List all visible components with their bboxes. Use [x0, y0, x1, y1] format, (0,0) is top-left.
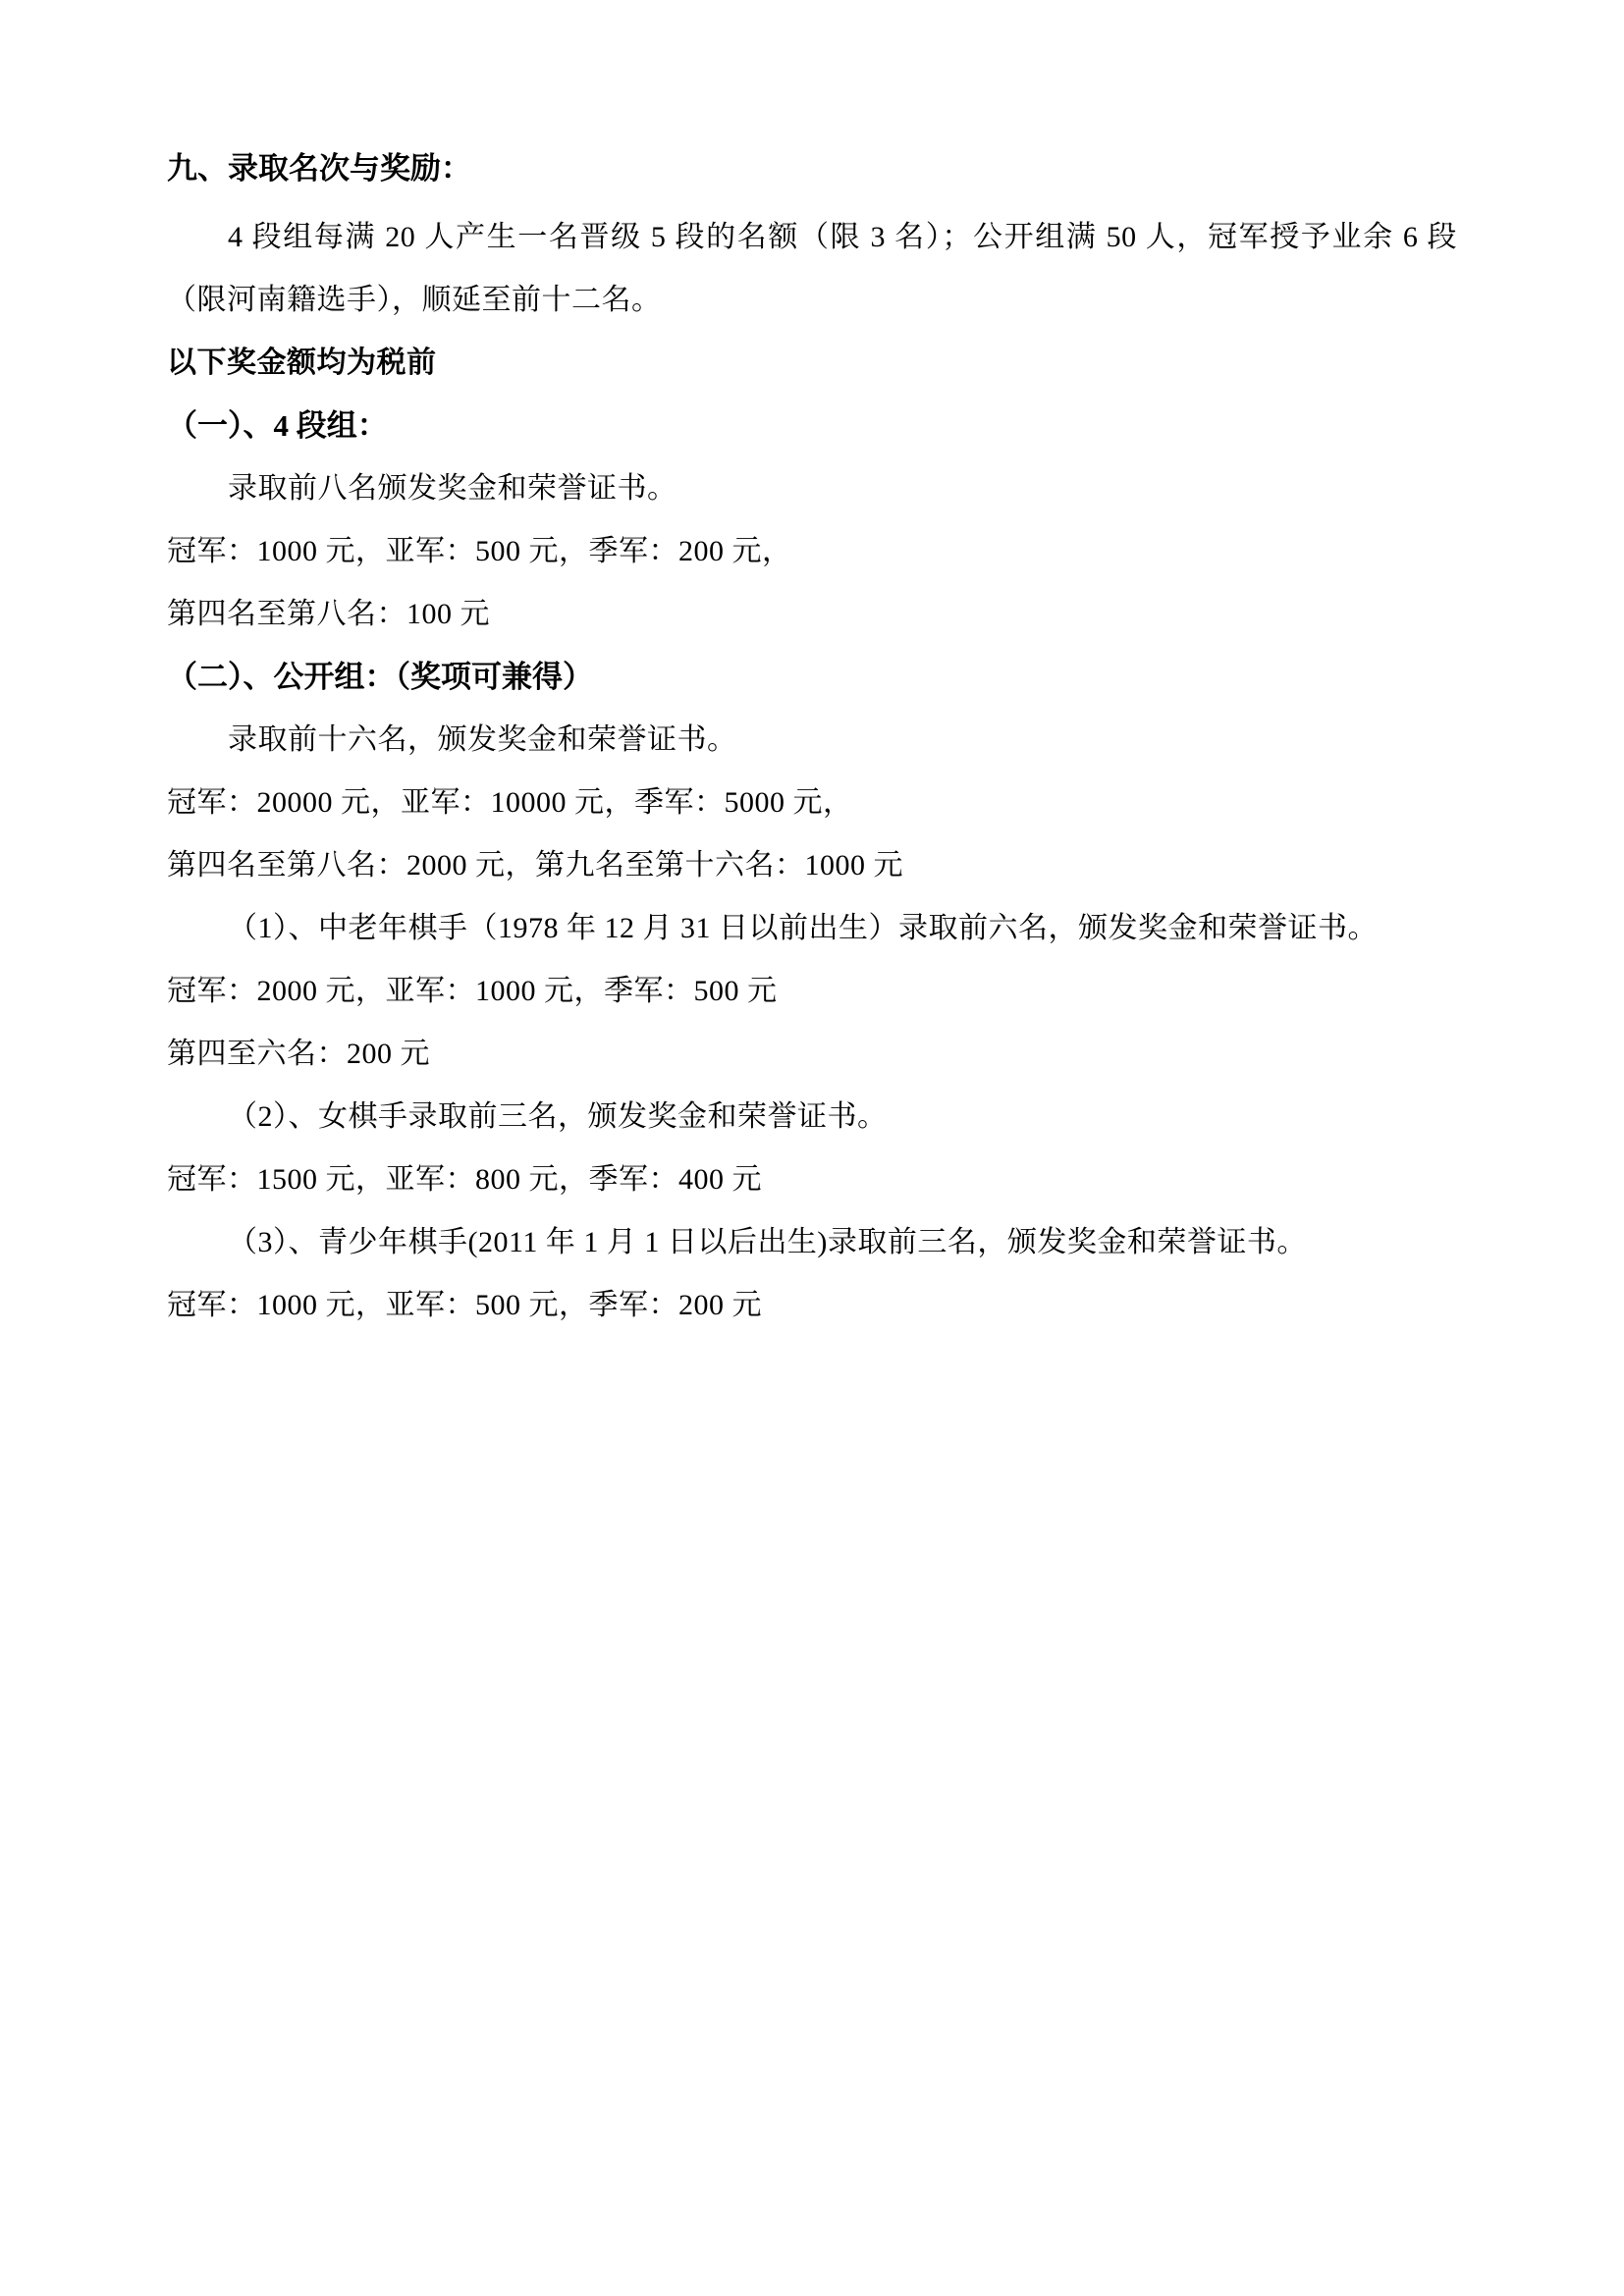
group-two-sub3-line-2: 冠军：1000 元，亚军：500 元，季军：200 元 [167, 1289, 762, 1321]
group-two-sub2-line-1: （2）、女棋手录取前三名，颁发奖金和荣誉证书。 [228, 1100, 888, 1133]
section-heading: 九、录取名次与奖励： [167, 151, 471, 186]
intro-paragraph: 4 段组每满 20 人产生一名晋级 5 段的名额（限 3 名）；公开组满 50 人，冠军授予业余 6 段（限河南籍选手），顺延至前十二名。 [167, 221, 1457, 316]
group-two-sub1-line-2: 冠军：2000 元，亚军：1000 元，季军：500 元 [167, 975, 778, 1007]
group-two-line-1: 录取前十六名，颁发奖金和荣誉证书。 [228, 723, 737, 756]
group-two-sub2-line-2: 冠军：1500 元，亚军：800 元，季军：400 元 [167, 1163, 762, 1196]
group-two-line-2: 冠军：20000 元，亚军：10000 元，季军：5000 元， [167, 786, 853, 819]
group-two-sub1-line-3: 第四至六名：200 元 [167, 1038, 430, 1070]
group-one-heading: （一）、4 段组： [167, 408, 388, 443]
group-one-line-3: 第四名至第八名：100 元 [167, 598, 490, 630]
group-two-sub3-line-1: （3）、青少年棋手(2011 年 1 月 1 日以后出生)录取前三名，颁发奖金和荣誉证书。 [228, 1226, 1307, 1258]
group-two-sub1-line-1: （1）、中老年棋手（1978 年 12 月 31 日以前出生）录取前六名，颁发奖金和荣誉证书。 [228, 912, 1378, 944]
group-two-line-3: 第四名至第八名：2000 元，第九名至第十六名：1000 元 [167, 849, 903, 881]
group-two-heading-note: （奖项可兼得） [395, 660, 593, 694]
group-one-line-2: 冠军：1000 元，亚军：500 元，季军：200 元， [167, 535, 792, 567]
group-two-heading-row [167, 646, 1457, 709]
group-two-heading: （二）、公开组： [167, 660, 396, 694]
document-body [167, 137, 1457, 1337]
group-one-line-1: 录取前八名颁发奖金和荣誉证书。 [228, 472, 677, 505]
tax-note: 以下奖金额均为税前 [167, 347, 437, 379]
